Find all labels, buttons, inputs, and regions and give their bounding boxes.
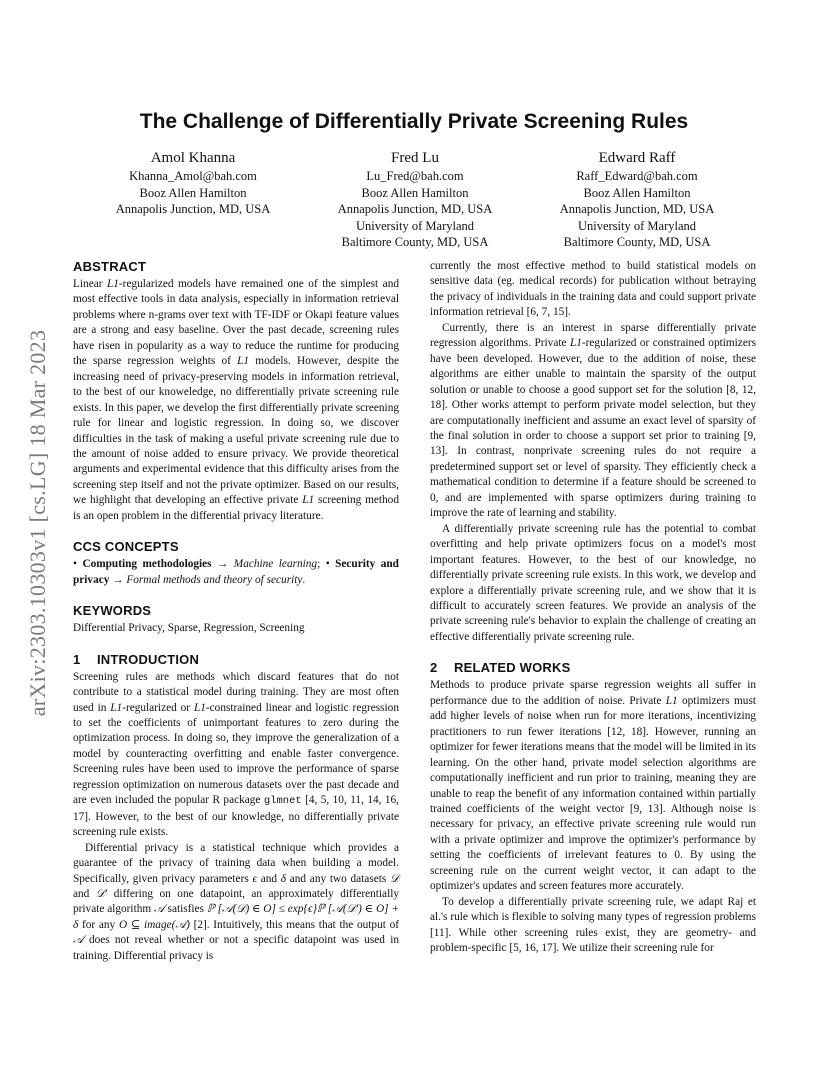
related-works-heading: 2 RELATED WORKS [430,660,571,676]
intro-paragraph-4: Currently, there is an interest in sparse differentially private regression algorithms. Private L1-regularized or constrained optimizers have been developed. However, due to the addition of noise, these algorithms are either unable to maintain the sparsity of the output solution or unable to choose a good support set for the solution [8, 12, 18]. Other works attempt to perform private model selection, but they are computationally inefficient and assume an exact level of sparsity of the final solution in order to choose a support set prior to training [9, 13]. In contrast, nonprivate screening rules do not require a predetermined support set or level of sparsity. They efficiently check a mathematical condition to determine if a feature should be screened to 0, and are implemented with sparse optimizers during training to improve the rate of learning and stability. [430,321,756,520]
related-paragraph-1: Methods to produce private sparse regression weights all suffer in performance due to the addition of noise. Private L1 optimizers must add higher levels of noise when run for more iterations, incentivizing practitioners to run fewer iterations [12, 18]. However, running an optimizer for fewer iterations means that the model will be limited in its learning. On the other hand, private model selection algorithms are computationally inefficient and run prior to training, meaning they are unable to reap the benefit of any information contained within partially trained coefficients of the weight vector [9, 13]. Although noise is necessary for privacy, an effective private screening rule would run with a private optimizer and improve the optimizer's performance by setting the coefficients of irrelevant features to 0. By using the screening rule on the current weight vector, it can adapt to the optimizer's updates and screen features more accurately. [430,679,756,893]
arxiv-identifier: arXiv:2303.10303v1 [cs.LG] 18 Mar 2023 [25,329,50,716]
author-affiliation: Booz Allen Hamilton [139,185,247,200]
related-works-section [430,659,756,956]
author-location: Annapolis Junction, MD, USA [337,202,493,216]
author-affiliation: Booz Allen Hamilton [583,185,691,200]
author-name: Amol Khanna [150,150,236,166]
intro-paragraph-1: Screening rules are methods which discard features that do not contribute to a statistical model during training. They are most often used in L1-regularized or L1-constrained linear and logistic regression to set the coefficients of unimportant features to zero during the optimization process. In doing so, they improve the generalization of a model by counteracting overfitting and enable faster convergence. Screening rules have been used to improve the performance of sparse regression optimization on numerous datasets over the past decade and are even included the popular R package glmnet [4, 5, 10, 11, 14, 16, 17]. However, to the best of our knowledge, no differentially private screening rule exists. [73,670,400,839]
right-column [430,259,756,956]
related-paragraph-2: To develop a differentially private screening rule, we adapt Raj et al.'s rule which is flexible to solving many types of regression problems [11]. While other screening rules exist, they are geometry- and problem-specific [5, 16, 17]. We utilize their screening rule for [430,895,756,955]
abstract-text: Linear L1-regularized models have remained one of the simplest and most effective tools in data analysis, especially in information retrieval problems where n-grams over text with TF-IDF or Okapi feature values are a strong and easy baseline. Over the past decade, screening rules have risen in popularity as a way to reduce the runtime for producing the sparse regression weights of L1 models. However, despite the increasing need of privacy-preserving models in information retrieval, to the best of our knoweledge, no differentially private screening rule exists. In this paper, we develop the first differentially private screening rule for linear and logistic regression. In doing so, we discover difficulties in the task of making a useful private screening rule due to the amount of noise added to ensure privacy. We provide theoretical arguments and experimental evidence that this difficulty arises from the screening step itself and not the private optimizer. Based on our results, we highlight that developing an effective private L1 screening method is an open problem in the differential privacy literature. [73,278,399,522]
author-affiliation-2: University of Maryland [577,218,697,233]
keywords-heading: KEYWORDS [73,603,152,619]
author-name: Edward Raff [598,150,676,166]
author-email: Khanna_Amol@bah.com [129,169,257,183]
author-location: Annapolis Junction, MD, USA [115,202,271,216]
intro-paragraph-3: currently the most effective method to build statistical models on sensitive data (eg. medical records) for publication without betraying the privacy of individuals in the training data and could support private information retrieval [6, 7, 15]. [430,260,756,319]
author-location-2: Baltimore County, MD, USA [341,235,489,249]
author-affiliation-2: University of Maryland [355,218,475,233]
author-location-2: Baltimore County, MD, USA [563,235,711,249]
keywords-section [73,602,399,636]
ccs-heading: CCS CONCEPTS [73,539,179,555]
author-location: Annapolis Junction, MD, USA [559,202,715,216]
author-affiliation: Booz Allen Hamilton [361,185,469,200]
intro-paragraph-2: Differential privacy is a statistical technique which provides a guarantee of the privacy of training data when building a model. Specifically, given privacy parameters ϵ and δ and any two datasets 𝒟 and 𝒟′ differing on one datapoint, an approximately differentially private algorithm 𝒜 satisfies ℙ [𝒜(𝒟) ∈ O] ≤ exp{ϵ}ℙ [𝒜(𝒟′) ∈ O] + δ for any O ⊆ image(𝒜) [2]. Intuitively, this means that the output of 𝒜 does not reveal whether or not a specific datapoint was used in training. Differential privacy is [73,841,400,962]
intro-paragraph-5: A differentially private screening rule has the potential to combat overfitting and help private optimizers focus on a model's most important features. However, to the best of our knowledge, no differentially private screening rule exists. In this work, we develop and explore a differentially private screening rule, and we show that it is difficult to accurately screen features. We provide an analysis of the private screening rule's behavior to explain the challenge of creating an effective differentially private screening rule. [430,522,756,643]
author-block-3 [537,149,737,251]
left-column [73,258,399,964]
arxiv-sidebar [18,285,58,760]
introduction-heading: 1 INTRODUCTION [73,651,200,667]
abstract-heading: ABSTRACT [73,259,147,274]
introduction-section [73,651,399,965]
author-email: Lu_Fred@bah.com [366,169,464,183]
keywords-text: Differential Privacy, Sparse, Regression, Screening [73,622,305,635]
ccs-text: • Computing methodologies → Machine learning; • Security and privacy → Formal methods and theory of security. [73,558,399,586]
paper-title: The Challenge of Differentially Private Screening Rules [139,110,689,133]
author-block-2 [315,149,515,251]
author-name: Fred Lu [391,150,439,166]
author-email: Raff_Edward@bah.com [576,169,698,183]
ccs-section [73,538,399,588]
author-block-1 [93,149,293,218]
